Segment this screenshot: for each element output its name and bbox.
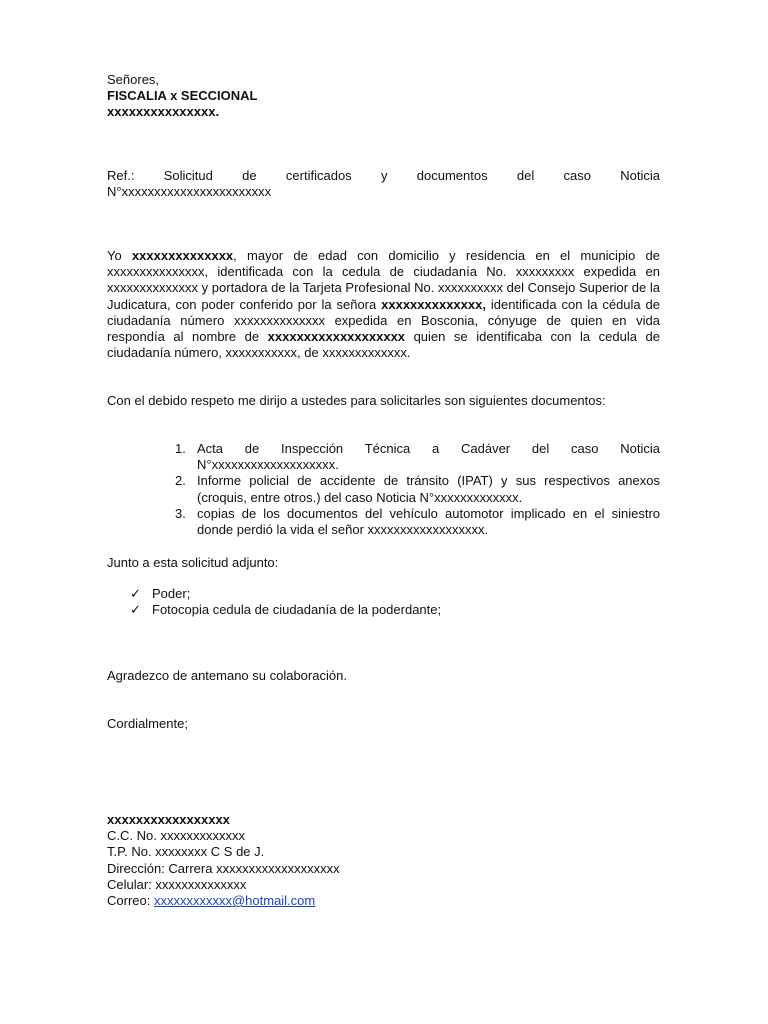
- list-item: 2. Informe policial de accidente de tránsito (IPAT) y sus respectivos anexos (croquis, entre otros.) del caso Noticia N°xxxxxxxxxxxxx.: [175, 473, 660, 505]
- signer-email: Correo: xxxxxxxxxxxx@hotmail.com: [107, 893, 316, 909]
- letter-header: [107, 72, 660, 121]
- signer-address: Dirección: Carrera xxxxxxxxxxxxxxxxxxx: [107, 860, 340, 876]
- body-paragraph-1: Yo xxxxxxxxxxxxxx, mayor de edad con domicilio y residencia en el municipio de xxxxxxxxxxxxxxx, identificada con la cedula de ciudadanía No. xxxxxxxxx expedida en xxxxxxxxxxxxxx y portadora de la Tarjeta Profesional No. xxxxxxxxxx del Consejo Superior de la Judicatura, con poder conferido por la señora xxxxxxxxxxxxxx, identificada con la cédula de ciudadanía número xxxxxxxxxxxxxx expedida en Bosconia, cónyuge de quien en vida respondía al nombre de xxxxxxxxxxxxxxxxxxx quien se identificaba con la cedula de ciudadanía número, xxxxxxxxxxx, de xxxxxxxxxxxxx.: [107, 248, 660, 361]
- check-icon: ✓: [130, 602, 141, 618]
- addressee-office: FISCALIA x SECCIONAL: [107, 88, 258, 104]
- salutation: Señores,: [107, 72, 160, 87]
- signer-cc: C.C. No. xxxxxxxxxxxxx: [107, 828, 245, 844]
- reference-line-1: Ref.: Solicitud de certificados y documentos del caso Noticia: [107, 168, 660, 183]
- addressee-city: xxxxxxxxxxxxxxx.: [107, 104, 220, 120]
- list-item: ✓ Poder;: [130, 586, 191, 601]
- deceased-name: xxxxxxxxxxxxxxxxxxx: [267, 329, 406, 345]
- list-item: 1. Acta de Inspección Técnica a Cadáver del caso Noticia N°xxxxxxxxxxxxxxxxxxx.: [175, 441, 660, 473]
- grantor-name: xxxxxxxxxxxxxx,: [381, 296, 486, 312]
- attachments-intro: Junto a esta solicitud adjunto:: [107, 555, 279, 570]
- documents-list: [170, 441, 660, 538]
- list-item: 3. copias de los documentos del vehículo automotor implicado en el siniestro donde perdió la vida el señor xxxxxxxxxxxxxxxxxx.: [175, 505, 660, 538]
- list-item: ✓ Fotocopia cedula de ciudadanía de la poderdante;: [130, 602, 442, 618]
- signature-block: [107, 812, 660, 909]
- signer-tp: T.P. No. xxxxxxxx C S de J.: [107, 844, 265, 860]
- closing-regards: Cordialmente;: [107, 716, 188, 731]
- reference: [107, 168, 660, 200]
- reference-line-2: N°xxxxxxxxxxxxxxxxxxxxxxx: [107, 184, 272, 200]
- closing-thanks: Agradezco de antemano su colaboración.: [107, 668, 347, 683]
- attachments-list: [130, 586, 660, 618]
- petitioner-name: xxxxxxxxxxxxxx: [131, 248, 234, 263]
- body-paragraph-2: Con el debido respeto me dirijo a ustedes para solicitarles son siguientes documentos:: [107, 393, 606, 408]
- check-icon: ✓: [130, 586, 141, 601]
- email-link[interactable]: xxxxxxxxxxxx@hotmail.com: [153, 893, 316, 909]
- signer-name: xxxxxxxxxxxxxxxxx: [107, 812, 230, 827]
- signer-phone: Celular: xxxxxxxxxxxxxx: [107, 876, 247, 892]
